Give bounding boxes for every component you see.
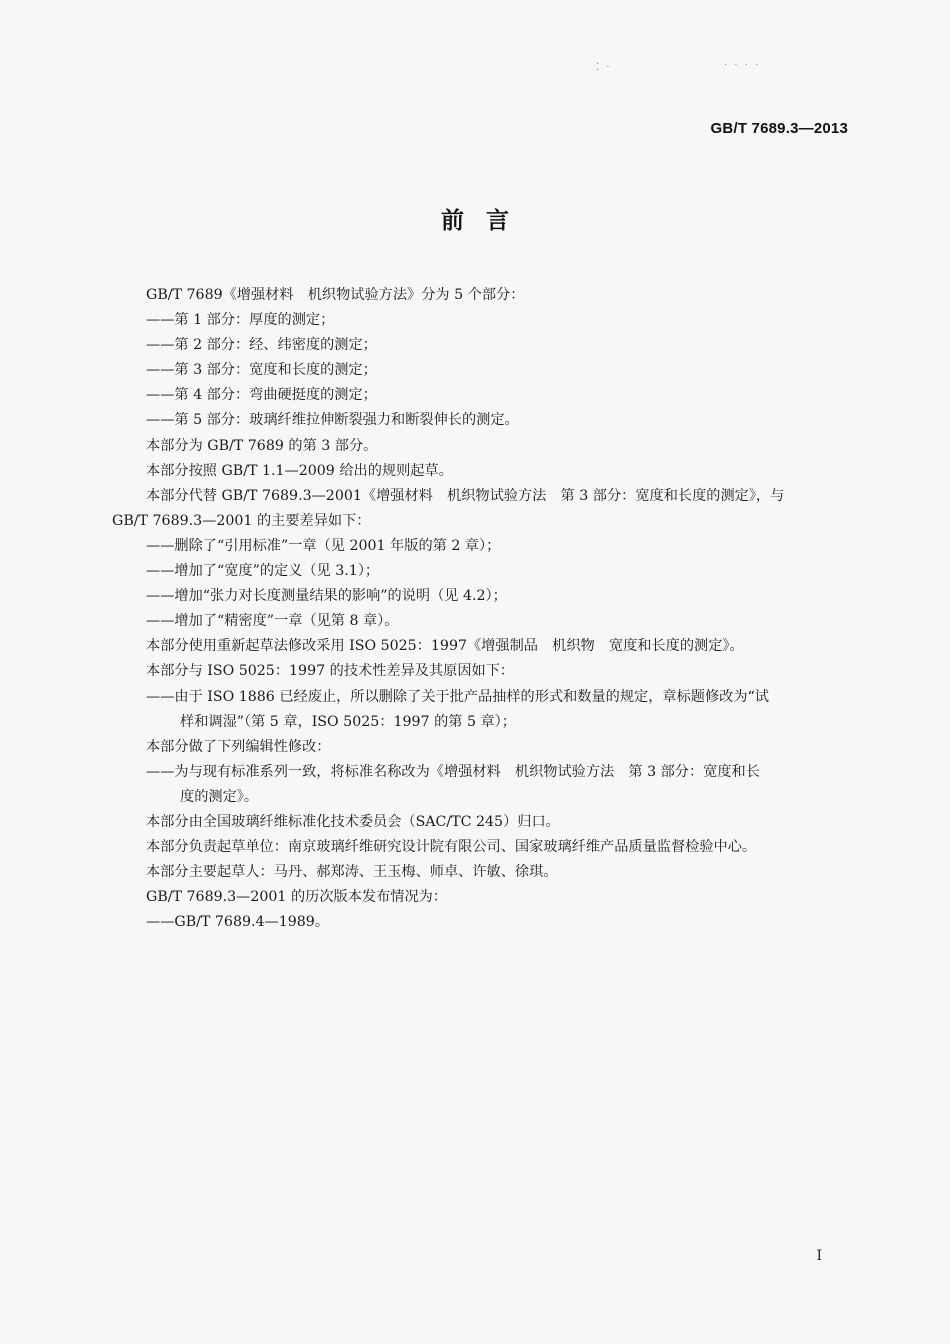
- preface-paragraph: 本部分使用重新起草法修改采用 ISO 5025：1997《增强制品 机织物 宽度和长度的测定》。: [146, 638, 744, 655]
- preface-paragraph: ——删除了“引用标准”一章（见 2001 年版的第 2 章）；: [146, 537, 501, 554]
- preface-body: [112, 283, 852, 935]
- scan-speck: · · · ·: [724, 60, 761, 71]
- preface-paragraph: ——增加了“宽度”的定义（见 3.1）；: [146, 563, 380, 580]
- preface-paragraph: ——增加了“精密度”一章（见第 8 章）。: [146, 613, 399, 630]
- preface-paragraph: ——第 1 部分：厚度的测定；: [146, 312, 335, 329]
- preface-paragraph: GB/T 7689《增强材料 机织物试验方法》分为 5 个部分：: [146, 287, 525, 303]
- preface-paragraph: ——由于 ISO 1886 已经废止，所以删除了关于批产品抽样的形式和数量的规定，章标题修改为“试: [146, 688, 769, 705]
- preface-paragraph: 本部分由全国玻璃纤维标准化技术委员会（SAC/TC 245）归口。: [146, 813, 560, 830]
- preface-paragraph: 本部分为 GB/T 7689 的第 3 部分。: [146, 437, 378, 454]
- preface-paragraph: 本部分与 ISO 5025：1997 的技术性差异及其原因如下：: [146, 663, 515, 680]
- preface-paragraph: GB/T 7689.3—2001 的历次版本发布情况为：: [146, 889, 448, 906]
- preface-paragraph: 本部分按照 GB/T 1.1—2009 给出的规则起草。: [146, 462, 453, 479]
- preface-paragraph: 本部分负责起草单位：南京玻璃纤维研究设计院有限公司、国家玻璃纤维产品质量监督检验中心。: [146, 839, 757, 856]
- scan-speck: ⁚ ·: [596, 62, 612, 73]
- standard-code: GB/T 7689.3—2013: [710, 120, 848, 137]
- preface-paragraph: ——第 5 部分：玻璃纤维拉伸断裂强力和断裂伸长的测定。: [146, 412, 519, 429]
- preface-paragraph: 度的测定》。: [180, 788, 259, 805]
- preface-paragraph: 本部分代替 GB/T 7689.3—2001《增强材料 机织物试验方法 第 3 部分：宽度和长度的测定》，与: [146, 487, 785, 504]
- preface-paragraph: ——第 4 部分：弯曲硬挺度的测定；: [146, 387, 377, 404]
- preface-paragraph: ——第 3 部分：宽度和长度的测定；: [146, 362, 377, 379]
- page-number: I: [816, 1248, 822, 1264]
- preface-paragraph: 本部分做了下列编辑性修改：: [146, 738, 331, 755]
- preface-paragraph: 本部分主要起草人：马丹、郝郑涛、王玉梅、师卓、许敏、徐琪。: [146, 864, 558, 881]
- preface-paragraph: ——增加“张力对长度测量结果的影响”的说明（见 4.2）；: [146, 588, 507, 605]
- preface-paragraph: ——GB/T 7689.4—1989。: [146, 914, 330, 931]
- preface-paragraph: ——为与现有标准系列一致，将标准名称改为《增强材料 机织物试验方法 第 3 部分：宽度和长: [146, 763, 760, 780]
- page-title: 前言: [441, 208, 531, 234]
- preface-paragraph: GB/T 7689.3—2001 的主要差异如下：: [112, 512, 371, 529]
- preface-paragraph: 样和调湿”（第 5 章，ISO 5025：1997 的第 5 章）；: [180, 713, 516, 730]
- preface-paragraph: ——第 2 部分：经、纬密度的测定；: [146, 337, 377, 354]
